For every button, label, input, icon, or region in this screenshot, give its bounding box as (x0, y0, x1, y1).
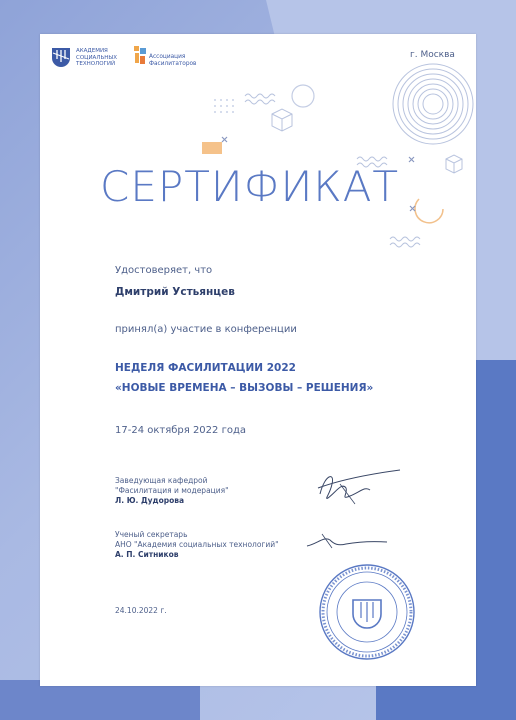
issue-date: 24.10.2022 г. (115, 606, 167, 615)
signatory1-name: Л. Ю. Дудорова (115, 496, 185, 505)
event-dates: 17-24 октября 2022 года (115, 425, 246, 436)
city-label: г. Москва (410, 50, 455, 60)
signatory2-block (115, 530, 279, 560)
certificate-card (40, 34, 476, 686)
arc-icon (415, 199, 443, 223)
signatory2-name: А. П. Ситников (115, 550, 179, 559)
academy-logo-line2: СОЦИАЛЬНЫХ (76, 54, 117, 61)
circle-outline-icon (292, 85, 314, 107)
signatory1-role: Заведующая кафедрой (115, 476, 208, 485)
certificate-title: СЕРТИФИКАТ (100, 162, 400, 211)
academy-logo-line1: АКАДЕМИЯ (76, 48, 108, 54)
orange-block-icon (202, 142, 222, 154)
background-bottom-left (0, 680, 200, 720)
decorative-shapes (40, 34, 476, 274)
academy-logo-line3: ТЕХНОЛОГИЙ (76, 61, 116, 67)
event-title (115, 358, 373, 398)
signatory2-org: АНО "Академия социальных технологий" (115, 540, 279, 549)
wave-icon (245, 94, 275, 98)
participation-text: принял(а) участие в конференции (115, 324, 297, 335)
certifies-text: Удостоверяет, что (115, 265, 213, 276)
signatory1-block (115, 476, 229, 506)
recipient-name: Дмитрий Устьянцев (115, 286, 235, 298)
stamp-icon (317, 562, 417, 662)
concentric-circles-icon (393, 64, 473, 144)
association-logo-line1: Ассоциация (149, 54, 186, 60)
signature2-icon (302, 526, 392, 556)
signatory1-dept: "Фасилитация и модерация" (115, 486, 229, 495)
signature1-icon (310, 464, 410, 509)
dot-grid-icon (214, 99, 234, 113)
event-title-line2: «НОВЫЕ ВРЕМЕНА – ВЫЗОВЫ – РЕШЕНИЯ» (115, 382, 374, 394)
event-title-line1: НЕДЕЛЯ ФАСИЛИТАЦИИ 2022 (115, 362, 296, 374)
signatory2-role: Ученый секретарь (115, 530, 188, 539)
association-logo-line2: Фасилитаторов (149, 60, 197, 67)
